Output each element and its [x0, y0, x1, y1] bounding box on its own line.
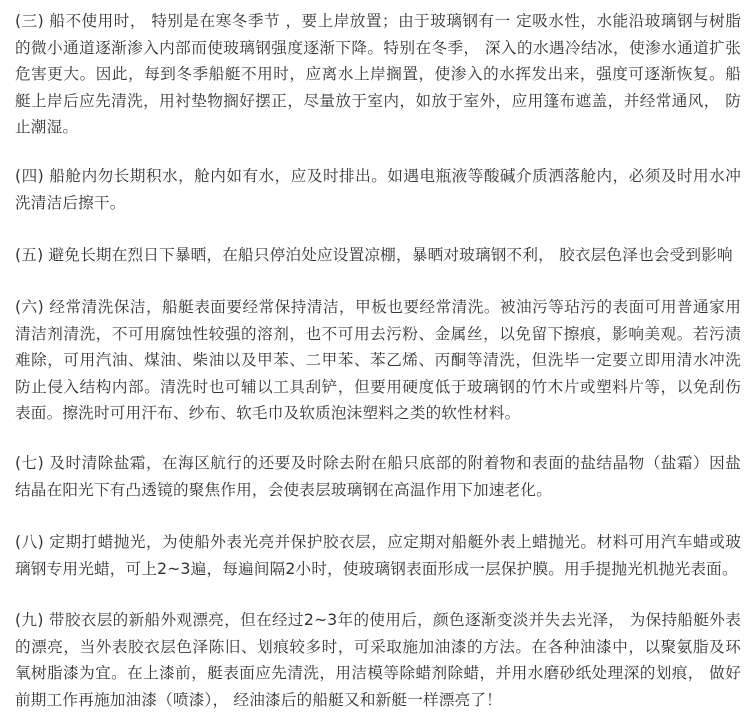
paragraph-section-7: (七) 及时清除盐霜，在海区航行的还要及时除去附在船只底部的附着物和表面的盐结晶物（盐霜）因盐结晶在阳光下有凸透镜的聚焦作用，会使表层玻璃钢在高温作用下加速老化。	[15, 454, 741, 499]
paragraph-section-3: (三) 船不使用时， 特别是在寒冬季节 ，要上岸放置；由于玻璃钢有一 定吸水性，水能沿玻璃钢与树脂的微小通道逐渐渗入内部而使玻璃钢强度逐渐下降。特别在冬季， 深入的水遇冷结冰，使渗水通道扩张危害更大。因此，每到冬季船艇不用时，应离水上岸搁置，使渗入的水挥发出来，强度可逐渐恢复。船艇上岸后应先清洗，用衬垫物搁好摆正，尽量放于室内，如放于室外，应用篷布遮盖，并经常通风， 防止潮湿。	[15, 12, 741, 137]
paragraph-section-5: (五) 避免长期在烈日下暴晒，在船只停泊处应设置凉棚，暴晒对玻璃钢不利， 胶衣层色泽也会受到影响	[15, 246, 733, 264]
paragraph-section-6: (六) 经常清洗保洁，船艇表面要经常保持清洁，甲板也要经常清洗。被油污等玷污的表面可用普通家用清洁剂清洗，不可用腐蚀性较强的溶剂，也不可用去污粉、金属丝，以免留下擦痕，影响美观。若污渍难除，可用汽油、煤油、柴油以及甲苯、二甲苯、苯乙烯、丙酮等清洗，但洗毕一定要立即用清水冲洗防止侵入结构内部。清洗时也可辅以工具刮铲，但要用硬度低于玻璃钢的竹木片或塑料片等，以免刮伤表面。擦洗时可用汗布、纱布、软毛巾及软质泡沫塑料之类的软性材料。	[15, 298, 741, 423]
paragraph-section-8: (八) 定期打蜡抛光，为使船外表光亮并保护胶衣层，应定期对船艇外表上蜡抛光。材料可用汽车蜡或玻璃钢专用光蜡，可上2~3遍，每遍间隔2小时，使玻璃钢表面形成一层保护膜。用手提抛光机抛光表面。	[15, 533, 741, 578]
paragraph-section-9: (九) 带胶衣层的新船外观漂亮，但在经过2~3年的使用后，颜色逐渐变淡并失去光泽， 为保持船艇外表的漂亮，当外表胶衣层色泽陈旧、划痕较多时，可采取施加油漆的方法。在各种油漆中，以聚氨脂及环氧树脂漆为宜。在上漆前，艇表面应先清洗，用洁模等除蜡剂除蜡，并用水磨砂纸处理深的划痕， 做好前期工作再施加油漆（喷漆）， 经油漆后的船艇又和新艇一样漂亮了！	[15, 611, 741, 709]
paragraph-section-4: (四) 船舱内勿长期积水，舱内如有水，应及时排出。如遇电瓶液等酸碱介质洒落舱内，必须及时用水冲洗清洁后擦干。	[15, 167, 741, 212]
